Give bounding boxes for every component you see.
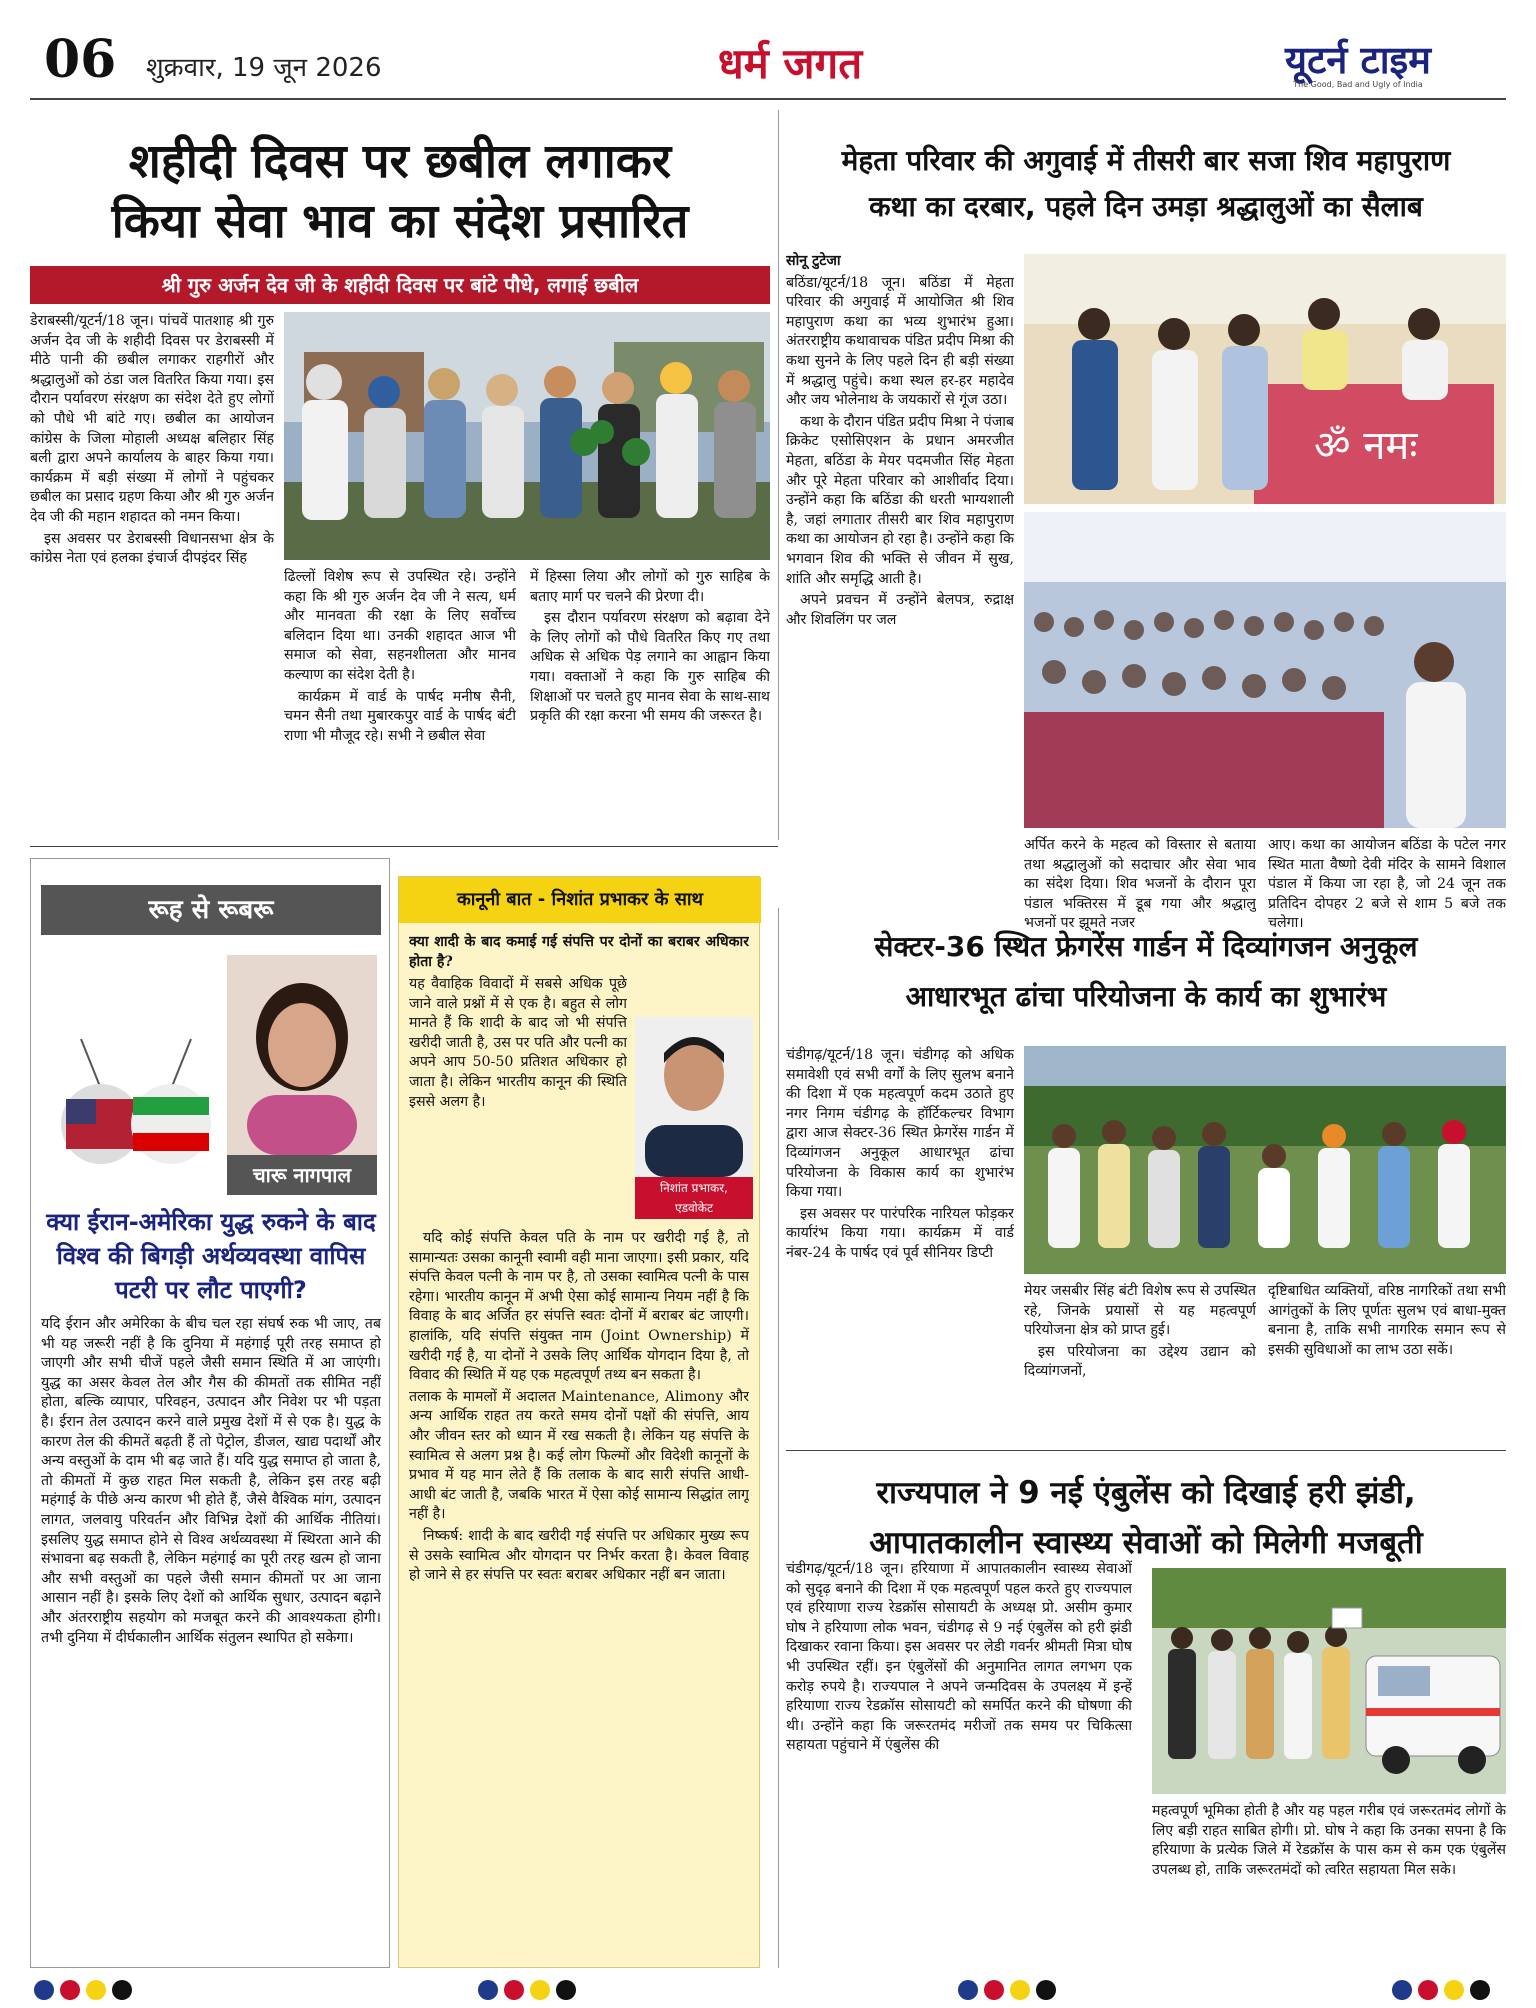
reg-dot: [958, 1980, 978, 2000]
paragraph: में हिस्सा लिया और लोगों को गुरु साहिब के बताए मार्ग पर चलने की प्रेरणा दी।: [530, 569, 770, 605]
reg-dot: [1444, 1980, 1464, 2000]
advocate-caption: [635, 1177, 753, 1219]
legal-label: कानूनी बात - निशांत प्रभाकर के साथ: [399, 877, 761, 923]
reg-dot: [1470, 1980, 1490, 2000]
reg-dot: [60, 1980, 80, 2000]
paragraph: यदि ईरान और अमेरिका के बीच चल रहा संघर्ष रुक भी जाए, तब भी यह जरूरी नहीं है कि दुनिया में महंगाई पूरी तरह समाप्त हो जाएगी और सभी चीजें पहले जैसी समान स्थिति में आ जाएंगी। युद्ध का असर केवल तेल और गैस की कीमतों तक सीमित नहीं होता, बल्कि व्यापार, परिवहन, उत्पादन और निवेश पर भी पड़ता है। ईरान तेल उत्पादन करने वाले प्रमुख देशों में से एक है। युद्ध के कारण तेल की कीमतें बढ़ती हैं तो पेट्रोल, डीजल, खाद्य पदार्थों और अन्य वस्तुओं के दाम भी बढ़ जाते हैं। यदि युद्ध समाप्त हो जाता है, तो कीमतों में कुछ राहत मिल सकती है, लेकिन इस तरह बढ़ी महंगाई के पीछे अन्य कारण भी होते हैं, जैसे वैश्विक मांग, उत्पादन लागत, जलवायु परिवर्तन और विभिन्न देशों की आर्थिक नीतियां। इसलिए युद्ध समाप्त होने से विश्व अर्थव्यवस्था में स्थिरता आने की संभावना बढ़ सकती है, लेकिन महंगाई का पूरी तरह खत्म हो जाना और सभी वस्तुओं का पहले जैसी समान कीमतों पर आ जाना आसान नहीं है। इसके लिए देशों को आर्थिक सुधार, उत्पादन बढ़ाने और अंतरराष्ट्रीय सहयोग को मजबूत करने की आवश्यकता होगी। तभी दुनिया में दीर्घकालीन आर्थिक संतुलन स्थापित हो सकेगा।: [41, 1316, 381, 1646]
caption-line: एडवोकेट: [674, 1201, 714, 1215]
paragraph: महत्वपूर्ण भूमिका होती है और यह पहल गरीब एवं जरूरतमंद लोगों के लिए बड़ी राहत साबित होगी। प्रो. घोष ने कहा कि उनका सपना है कि हरियाणा के प्रत्येक जिले में रेडक्रॉस के पास कम से कम एक एंबुलेंस उपलब्ध हो, ताकि जरूरतमंदों को त्वरित सहायता मिल सके।: [1152, 1803, 1506, 1878]
paragraph: अर्पित करने के महत्व को विस्तार से बताया तथा श्रद्धालुओं को सदाचार और सेवा भाव का संदेश दिया। शिव भजनों के दौरान पूरा पंडाल भक्तिरस में डूब गया और श्रद्धालु भजनों पर झूमते नजर: [1024, 837, 1256, 932]
reg-dot: [478, 1980, 498, 2000]
opinion-column: [30, 858, 390, 1968]
paragraph: यह वैवाहिक विवादों में सबसे अधिक पूछे जाने वाले प्रश्नों में से एक है। बहुत से लोग मानते हैं कि शादी के बाद जो भी संपत्ति खरीदी जाती है, उस पर पति और पत्नी का अपने आप 50-50 प्रतिशत अधिकार हो जाता है। लेकिन भारतीय कानून की स्थिति इससे अलग है।: [409, 976, 627, 1110]
photo-illustration: [1024, 512, 1506, 828]
photo-sapling-distribution: [284, 312, 770, 560]
paragraph: दृष्टिबाधित व्यक्तियों, वरिष्ठ नागरिकों तथा सभी आगंतुकों के लिए पूर्णतः सुलभ एवं बाधा-मुक्त बनाना है, ताकि सभी नागरिक समान रूप से इसकी सुविधाओं का लाभ उठा सकें।: [1268, 1283, 1506, 1358]
logo-text: यूटर्न टाइम: [1285, 38, 1431, 82]
photo-devotee-crowd: [1024, 512, 1506, 828]
headline-line-1: शहीदी दिवस पर छबील लगाकर: [128, 134, 672, 189]
reg-dot: [556, 1980, 576, 2000]
headline-line-1: मेहता परिवार की अगुवाई में तीसरी बार सजा शिव महापुराण: [841, 144, 1451, 177]
paragraph: डेराबस्सी/यूटर्न/18 जून। पांचवें पातशाह श्री गुरु अर्जन देव जी के शहीदी दिवस पर डेराबस्सी में मीठे पानी की छबील लगाकर राहगीरों और श्रद्धालुओं को ठंडा जल वितरित किया गया। इस दौरान पर्यावरण संरक्षण का संदेश देते हुए लोगों को पौधे भी बांटे गए। छबील का आयोजन कांग्रेस के जिला मोहाली अध्यक्ष बलिहार सिंह बली द्वारा अपने कार्यालय के बाहर किया गया। कार्यक्रम में बड़ी संख्या में लोगों ने पहुंचकर छबील का प्रसाद ग्रहण किया और श्री गुरु अर्जन देव जी की महान शहादत को नमन किया।: [30, 313, 274, 525]
question: क्या शादी के बाद कमाई गई संपत्ति पर दोनों का बराबर अधिकार होता है?: [409, 934, 749, 970]
reg-dot: [112, 1980, 132, 2000]
headline-line-2: कथा का दरबार, पहले दिन उमड़ा श्रद्धालुओं का सैलाब: [869, 190, 1423, 223]
legal-body: [409, 1229, 749, 1959]
story-headline: [786, 1468, 1506, 1568]
column-divider: [778, 908, 779, 1968]
issue-date: शुक्रवार, 19 जून 2026: [146, 53, 382, 83]
svg-text:ॐ नमः: ॐ नमः: [1314, 423, 1418, 469]
column-body: [41, 1315, 381, 1957]
headline-line-1: राज्यपाल ने 9 नई एंबुलेंस को दिखाई हरी झंडी,: [876, 1475, 1416, 1511]
registration-marks: [0, 1976, 1536, 2008]
legal-body-top: [409, 975, 627, 1225]
legal-column: [398, 876, 760, 1968]
reg-dot: [1036, 1980, 1056, 2000]
paragraph: आए। कथा का आयोजन बठिंडा के पटेल नगर स्थित माता वैष्णो देवी मंदिर के सामने विशाल पंडाल में किया जा रहा है, जो 24 जून तक प्रतिदिन दोपहर 2 बजे से शाम 5 बजे तक चलेगा।: [1268, 837, 1506, 932]
paragraph: चंडीगढ़/यूटर्न/18 जून। चंडीगढ़ को अधिक समावेशी एवं सभी वर्गों के लिए सुलभ बनाने की दिशा में एक महत्वपूर्ण कदम उठाते हुए नगर निगम चंडीगढ़ के हॉर्टिकल्चर विभाग द्वारा आज सेक्टर-36 स्थित फ्रेगरेंस गार्डन में दिव्यांगजन अनुकूल आधारभूत ढांचा परियोजना के विकास कार्य का शुभारंभ किया गया।: [786, 1047, 1014, 1201]
header-rule: [30, 98, 1506, 100]
paragraph: बठिंडा/यूटर्न/18 जून। बठिंडा में मेहता परिवार की अगुवाई में आयोजित श्री शिव महापुराण कथा का भव्य शुभारंभ हुआ। अंतरराष्ट्रीय कथावाचक पंडित प्रदीप मिश्रा की कथा सुनने के लिए पहले दिन ही बड़ी संख्या में श्रद्धालु पहुंचे। कथा स्थल हर-हर महादेव और जय भोलेनाथ के जयकारों से गूंज उठा।: [786, 274, 1014, 409]
headline-line-2: आपातकालीन स्वास्थ्य सेवाओं को मिलेगी मजबूती: [869, 1525, 1423, 1561]
paragraph: इस परियोजना का उद्देश्य उद्यान को दिव्यांगजनों,: [1024, 1343, 1256, 1380]
story-chhabeel: [30, 108, 770, 838]
story-column-1: [786, 252, 1014, 1000]
reg-dot: [1418, 1980, 1438, 2000]
story-column-2: [1152, 1802, 1506, 1968]
story-column-1: [786, 1046, 1014, 1442]
story-shiv-mahapuran: [786, 108, 1506, 932]
reg-dot: [86, 1980, 106, 2000]
story-headline: [30, 132, 770, 252]
author-photo: [227, 955, 377, 1155]
reg-mark-left: [34, 1980, 138, 2004]
photo-illustration: [284, 312, 770, 560]
caption-line: निशांत प्रभाकर,: [659, 1181, 728, 1195]
story-column-1: [30, 312, 274, 838]
legal-question: [409, 933, 749, 973]
reg-dot: [1392, 1980, 1412, 2000]
column-illustration: [41, 1029, 231, 1179]
section-rule: [30, 846, 778, 847]
reg-mark-right: [1392, 1980, 1496, 2004]
column-headline: क्या ईरान-अमेरिका युद्ध रुकने के बाद विश्व की बिगड़ी अर्थव्यवस्था वापिस पटरी पर लौट पाएगी?: [46, 1208, 376, 1304]
paragraph: ढिल्लों विशेष रूप से उपस्थित रहे। उन्होंने कहा कि श्री गुरु अर्जन देव जी ने सत्य, धर्म और मानवता की रक्षा के लिए सर्वोच्च बलिदान दिया था। उनकी शहादत आज भी समाज को सेवा, सहनशीलता और मानव कल्याण का संदेश देती है।: [284, 569, 516, 683]
page-number: 06: [44, 29, 117, 90]
headline-line-2: किया सेवा भाव का संदेश प्रसारित: [111, 194, 689, 249]
photo-coconut-ceremony: [1024, 1046, 1506, 1274]
story-column-1: [786, 1560, 1132, 1968]
paragraph: कार्यक्रम में वार्ड के पार्षद मनीष सैनी, चमन सैनी तथा मुबारकपुर वार्ड के पार्षद बंटी राणा भी मौजूद रहे। सभी ने छबील सेवा: [284, 688, 516, 744]
avatar: [635, 1017, 753, 1177]
byline: सोनू टुटेजा: [786, 253, 841, 269]
logo-tagline: The Good, Bad and Ugly of India: [1293, 80, 1423, 89]
story-fragrance-garden: [786, 912, 1506, 1442]
column-divider: [778, 110, 779, 840]
photo-katha-stage: [1024, 254, 1506, 504]
photo-illustration: [1024, 1046, 1506, 1274]
reg-dot: [504, 1980, 524, 2000]
column-label: रूह से रूबरू: [41, 885, 381, 935]
paragraph: निष्कर्ष: शादी के बाद खरीदी गई संपत्ति पर अधिकार मुख्य रूप से उसके स्वामित्व और योगदान पर निर्भर करता है। केवल विवाह हो जाने से हर संपत्ति पर स्वतः बराबर अधिकार नहीं बन जाता।: [409, 1527, 749, 1584]
paragraph: मेयर जसबीर सिंह बंटी विशेष रूप से उपस्थित रहे, जिनके प्रयासों से यह महत्वपूर्ण परियोजना क्षेत्र को प्राप्त हुई।: [1024, 1283, 1256, 1339]
paper-logo: [1210, 40, 1506, 96]
story-headline: [786, 138, 1506, 230]
paragraph: इस दौरान पर्यावरण संरक्षण को बढ़ावा देने के लिए लोगों को पौधे वितरित किए गए तथा अधिक से अधिक पेड़ लगाने का आह्वान किया गया। वक्ताओं ने कहा कि गुरु साहिब की शिक्षाओं पर चलते हुए मानव सेवा के साथ-साथ प्रकृति की रक्षा करना भी समय की जरूरत है।: [530, 610, 770, 725]
paragraph: अपने प्रवचन में उन्होंने बेलपत्र, रुद्राक्ष और शिवलिंग पर जल: [786, 592, 1014, 628]
advocate-photo: [635, 1017, 753, 1177]
photo-flag-off-ambulance: [1152, 1568, 1506, 1794]
reg-dot: [1010, 1980, 1030, 2000]
story-column-3: [1268, 1282, 1506, 1442]
page-header: [0, 0, 1536, 100]
author-name: चारू नागपाल: [227, 1155, 377, 1195]
headline-line-2: आधारभूत ढांचा परियोजना के कार्य का शुभारंभ: [905, 980, 1387, 1013]
story-ambulance: [786, 1456, 1506, 1968]
story-column-2: [1024, 1282, 1256, 1442]
reg-mark-center-left: [478, 1980, 582, 2004]
paragraph: तलाक के मामलों में अदालत Maintenance, Alimony और अन्य आर्थिक राहत तय करते समय दोनों पक्षों की संपत्ति, आय और जीवन स्तर को ध्यान में रख सकती है। लेकिन यह संपत्ति के स्वामित्व से अलग प्रश्न है। कई लोग फिल्मों और विदेशी कानूनों के प्रभाव में यह मान लेते हैं कि तलाक के बाद सारी संपत्ति आधी-आधी बंट जाती है, जबकि भारत में ऐसा कोई सामान्य सिद्धांत लागू नहीं है।: [409, 1388, 749, 1523]
reg-dot: [34, 1980, 54, 2000]
story-column-2: [284, 568, 516, 838]
section-title: धर्म जगत: [717, 39, 863, 88]
paragraph: यदि कोई संपत्ति केवल पति के नाम पर खरीदी गई है, तो सामान्यतः उसका कानूनी स्वामी वही माना जाएगा। इसी प्रकार, यदि संपत्ति केवल पत्नी के नाम पर है, तो उसका स्वामित्व पत्नी के पास रहेगा। भारतीय कानून में अभी ऐसा कोई सामान्य नियम नहीं है कि विवाह के बाद अर्जित हर संपत्ति स्वतः दोनों में बराबर बंट जाएगी। हालांकि, यदि संपत्ति संयुक्त नाम (Joint Ownership) में खरीदी गई है, या दोनों ने उसके लिए आर्थिक योगदान दिया है, तो विवाद की स्थिति में यह एक महत्वपूर्ण तथ्य बन सकता है।: [409, 1230, 749, 1384]
photo-illustration: [1024, 254, 1506, 504]
story-column-3: [530, 568, 770, 838]
photo-illustration: [1152, 1568, 1506, 1794]
avatar: [227, 955, 377, 1155]
paragraph: इस अवसर पर डेराबस्सी विधानसभा क्षेत्र के कांग्रेस नेता एवं हलका इंचार्ज दीपइंदर सिंह: [30, 530, 274, 567]
paragraph: चंडीगढ़/यूटर्न/18 जून। हरियाणा में आपातकालीन स्वास्थ्य सेवाओं को सुदृढ़ बनाने की दिशा में एक महत्वपूर्ण पहल करते हुए राज्यपाल एवं हरियाणा राज्य रेडक्रॉस सोसायटी के अध्यक्ष प्रो. असीम कुमार घोष ने हरियाणा लोक भवन, चंडीगढ़ से 9 नई एंबुलेंस को हरी झंडी दिखाकर रवाना किया। इस अवसर पर लेडी गवर्नर श्रीमती मित्रा घोष भी उपस्थित रहीं। इन एंबुलेंसों की अनुमानित लागत लगभग एक करोड़ रुपये है। राज्यपाल ने अपने जन्मदिवस के उपलक्ष्य में इन्हें हरियाणा राज्य रेडक्रॉस सोसायटी को समर्पित करने की घोषणा की थी। उन्होंने कहा कि जरूरतमंद मरीजों तक समय पर चिकित्सा सहायता पहुंचाने में एंबुलेंस की: [786, 1561, 1132, 1754]
story-headline: [786, 922, 1506, 1022]
headline-line-1: सेक्टर-36 स्थित फ्रेगरेंस गार्डन में दिव्यांगजन अनुकूल: [874, 930, 1418, 963]
usa-iran-balls-icon: [41, 1029, 231, 1179]
story-strap: श्री गुरु अर्जन देव जी के शहीदी दिवस पर बांटे पौधे, लगाई छबील: [30, 266, 770, 304]
reg-dot: [984, 1980, 1004, 2000]
reg-dot: [530, 1980, 550, 2000]
section-rule: [786, 1450, 1506, 1451]
paragraph: कथा के दौरान पंडित प्रदीप मिश्रा ने पंजाब क्रिकेट एसोसिएशन के प्रधान अमरजीत मेहता, बठिंडा के मेयर पदमजीत सिंह मेहता और पूरे मेहता परिवार को आशीर्वाद दिया। उन्होंने कहा कि बठिंडा की धरती भाग्यशाली है, जहां लगातार तीसरी बार शिव महापुराण कथा का आयोजन हो रहा है। उन्होंने कहा कि भगवान शिव की भक्ति से जीवन में सुख, शांति और समृद्धि आती है।: [786, 413, 1014, 587]
paragraph: इस अवसर पर पारंपरिक नारियल फोड़कर कार्यारंभ किया गया। कार्यक्रम में वार्ड नंबर-24 के पार्षद एवं पूर्व सीनियर डिप्टी: [786, 1205, 1014, 1261]
reg-mark-center-right: [958, 1980, 1062, 2004]
